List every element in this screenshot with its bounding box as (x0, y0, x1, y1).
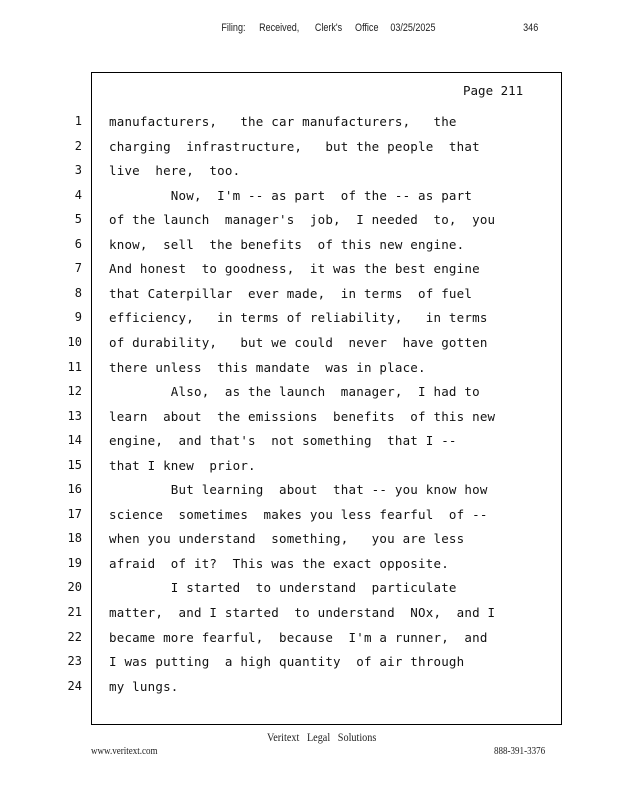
line-number: 8 (74, 286, 82, 300)
line-number: 24 (67, 679, 82, 693)
line-number: 19 (67, 556, 82, 570)
line-number: 13 (67, 409, 82, 423)
transcript-line: of durability, but we could never have gotten (109, 335, 488, 350)
line-number: 7 (74, 261, 82, 275)
transcript-line: I started to understand particulate (109, 580, 457, 595)
line-number: 12 (67, 384, 82, 398)
transcript-line: engine, and that's not something that I -- (109, 433, 457, 448)
transcript-line: know, sell the benefits of this new engine. (109, 237, 465, 252)
line-number: 5 (74, 212, 82, 226)
transcript-line: efficiency, in terms of reliability, in terms (109, 310, 488, 325)
sheet-number: 346 (523, 22, 539, 34)
transcript-line: But learning about that -- you know how (109, 482, 488, 497)
filing-date: 03/25/2025 (390, 22, 436, 34)
office-label: Office (355, 22, 379, 34)
footer-website: www.veritext.com (91, 745, 158, 757)
transcript-line: there unless this mandate was in place. (109, 360, 426, 375)
transcript-line: manufacturers, the car manufacturers, the (109, 114, 457, 129)
filing-label: Filing: (221, 22, 246, 34)
footer-phone: 888-391-3376 (494, 745, 546, 757)
line-number: 4 (74, 188, 82, 202)
clerks-label: Clerk's (314, 22, 343, 34)
received-label: Received, (259, 22, 300, 34)
transcript-line: became more fearful, because I'm a runner, and (109, 630, 488, 645)
transcript-line: afraid of it? This was the exact opposite. (109, 556, 449, 571)
line-number: 1 (74, 114, 82, 128)
line-number: 22 (67, 630, 82, 644)
line-number: 3 (74, 163, 82, 177)
footer-company: Veritext Legal Solutions (267, 730, 377, 744)
transcript-line: when you understand something, you are less (109, 531, 465, 546)
line-number: 15 (67, 458, 82, 472)
page-label: Page 211 (463, 83, 524, 98)
line-number: 18 (67, 531, 82, 545)
line-number: 20 (67, 580, 82, 594)
transcript-line: learn about the emissions benefits of this new (109, 409, 496, 424)
transcript-line: charging infrastructure, but the people that (109, 139, 480, 154)
transcript-line: And honest to goodness, it was the best engine (109, 261, 480, 276)
transcript-line: science sometimes makes you less fearful of -- (109, 507, 488, 522)
line-number: 14 (67, 433, 82, 447)
transcript-line: Now, I'm -- as part of the -- as part (109, 188, 473, 203)
line-number: 10 (67, 335, 82, 349)
transcript-line: that I knew prior. (109, 458, 256, 473)
transcript-line: that Caterpillar ever made, in terms of fuel (109, 286, 473, 301)
transcript-line: I was putting a high quantity of air through (109, 654, 465, 669)
line-number: 17 (67, 507, 82, 521)
filing-header (0, 22, 539, 38)
line-number: 9 (74, 310, 82, 324)
transcript-line: my lungs. (109, 679, 179, 694)
line-number: 2 (74, 139, 82, 153)
line-number: 11 (67, 360, 82, 374)
transcript-line: matter, and I started to understand NOx, and I (109, 605, 496, 620)
transcript-line: live here, too. (109, 163, 241, 178)
line-number: 6 (74, 237, 82, 251)
transcript-line: of the launch manager's job, I needed to, you (109, 212, 496, 227)
transcript-line: Also, as the launch manager, I had to (109, 384, 480, 399)
line-number: 23 (67, 654, 82, 668)
line-number: 21 (67, 605, 82, 619)
line-number: 16 (67, 482, 82, 496)
